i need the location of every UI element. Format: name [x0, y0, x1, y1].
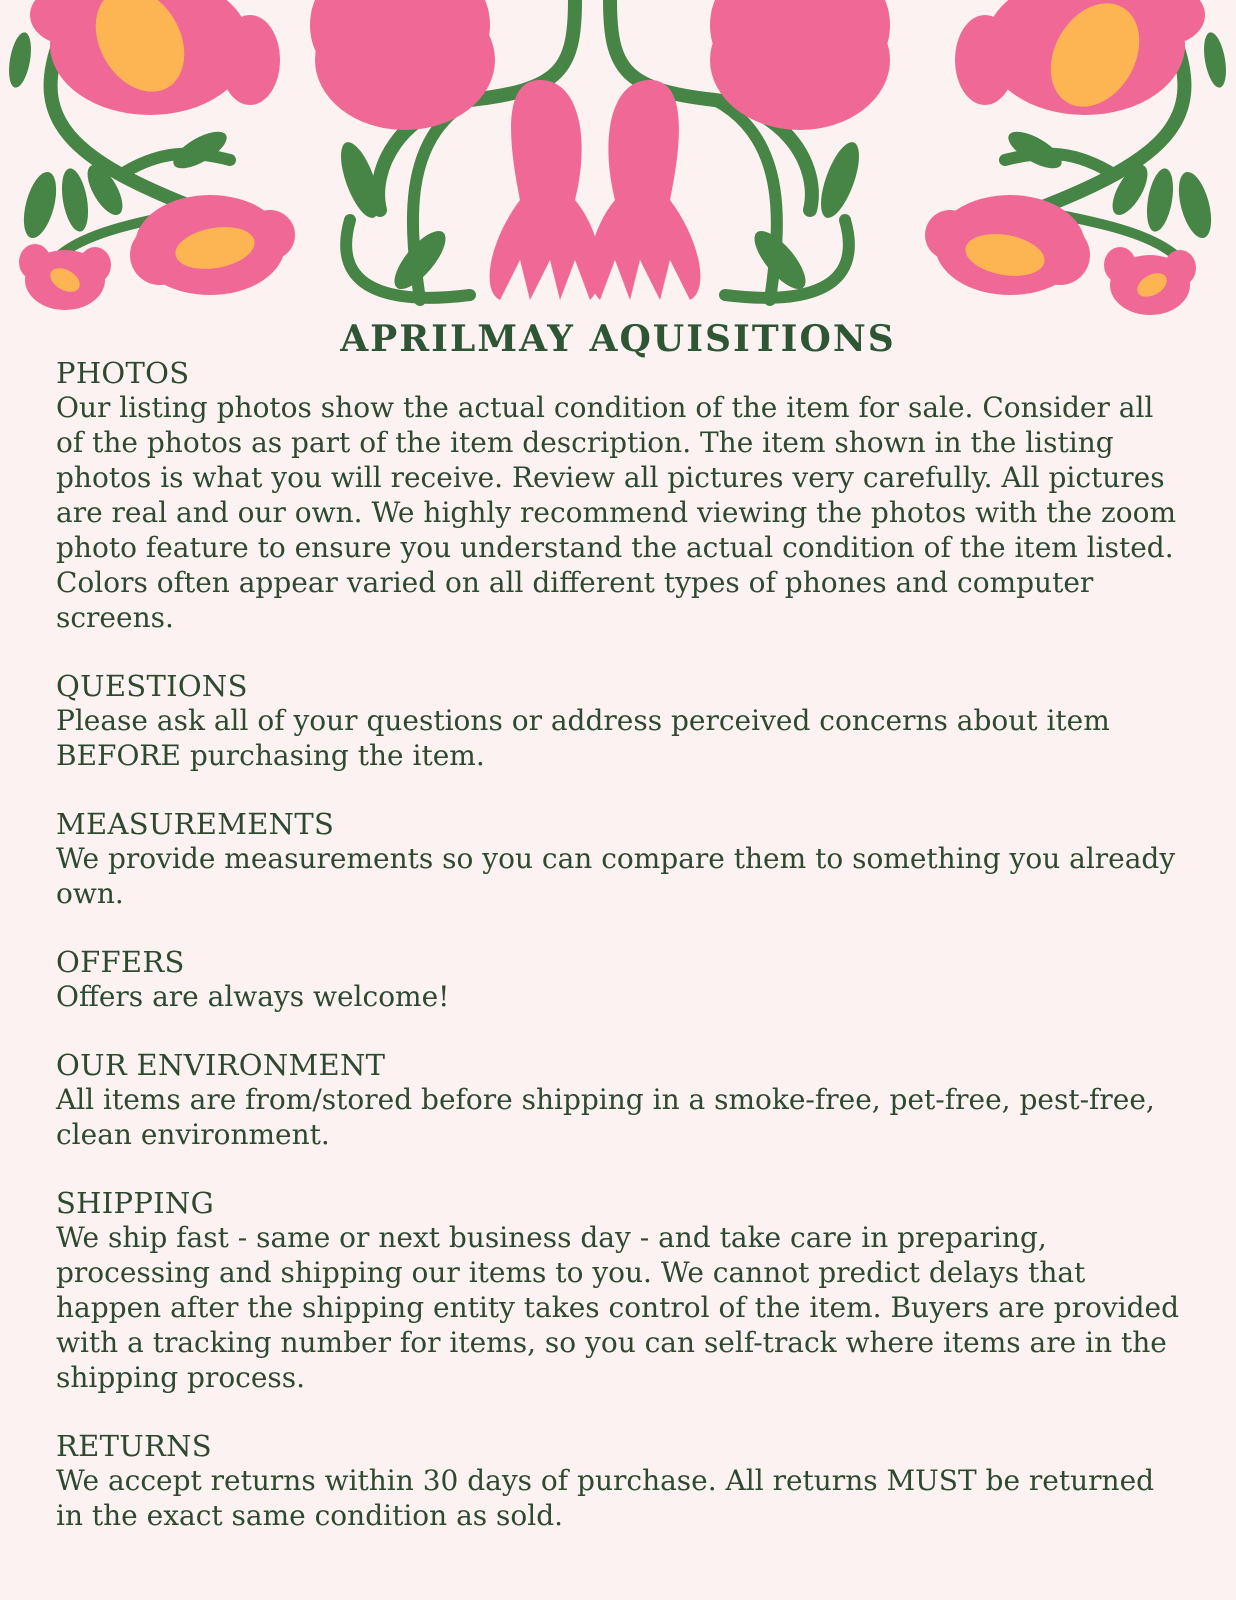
- section-heading: PHOTOS: [56, 356, 190, 390]
- section-body: Our listing photos show the actual condition of the item for sale. Consider all of the photos as part of the item description. The item shown in the listing photos is what you will receive. Review all pictures very carefully. All pictures are real and our own. We highly recommend viewing the photos with the zoom photo feature to ensure you understand the actual condition of the item listed. Colors often appear varied on all different types of phones and computer screens.: [56, 391, 1176, 634]
- right-flower-cluster: [925, 0, 1230, 315]
- section-measurements: [56, 807, 1186, 911]
- section-photos: [56, 356, 1186, 635]
- section-body: We provide measurements so you can compare them to something you already own.: [56, 842, 1176, 910]
- section-our-environment: [56, 1048, 1186, 1152]
- section-questions: [56, 669, 1186, 773]
- section-offers: [56, 945, 1186, 1014]
- section-heading: SHIPPING: [56, 1186, 215, 1220]
- section-body: We accept returns within 30 days of purchase. All returns MUST be returned in the exact same condition as sold.: [56, 1464, 1155, 1532]
- section-heading: RETURNS: [56, 1429, 212, 1463]
- page-title: APRILMAY AQUISITIONS: [340, 318, 896, 360]
- section-heading: OFFERS: [56, 945, 185, 979]
- section-heading: MEASUREMENTS: [56, 807, 335, 841]
- section-heading: OUR ENVIRONMENT: [56, 1048, 386, 1082]
- floral-banner: [0, 0, 1236, 340]
- section-body: Offers are always welcome!: [56, 980, 450, 1013]
- left-flower-cluster: [5, 0, 295, 310]
- section-body: All items are from/stored before shipping in a smoke-free, pet-free, pest-free, clean environment.: [56, 1083, 1155, 1151]
- section-shipping: [56, 1186, 1186, 1395]
- section-heading: QUESTIONS: [56, 669, 248, 703]
- section-returns: [56, 1429, 1186, 1533]
- section-body: Please ask all of your questions or address perceived concerns about item BEFORE purchasing the item.: [56, 704, 1110, 772]
- policy-content: [56, 356, 1186, 1567]
- center-flower-motif: [310, 0, 890, 300]
- section-body: We ship fast - same or next business day - and take care in preparing, processing and shipping our items to you. We cannot predict delays that happen after the shipping entity takes control of the item. Buyers are provided with a tracking number for items, so you can self-track where items are in the shipping process.: [56, 1221, 1180, 1394]
